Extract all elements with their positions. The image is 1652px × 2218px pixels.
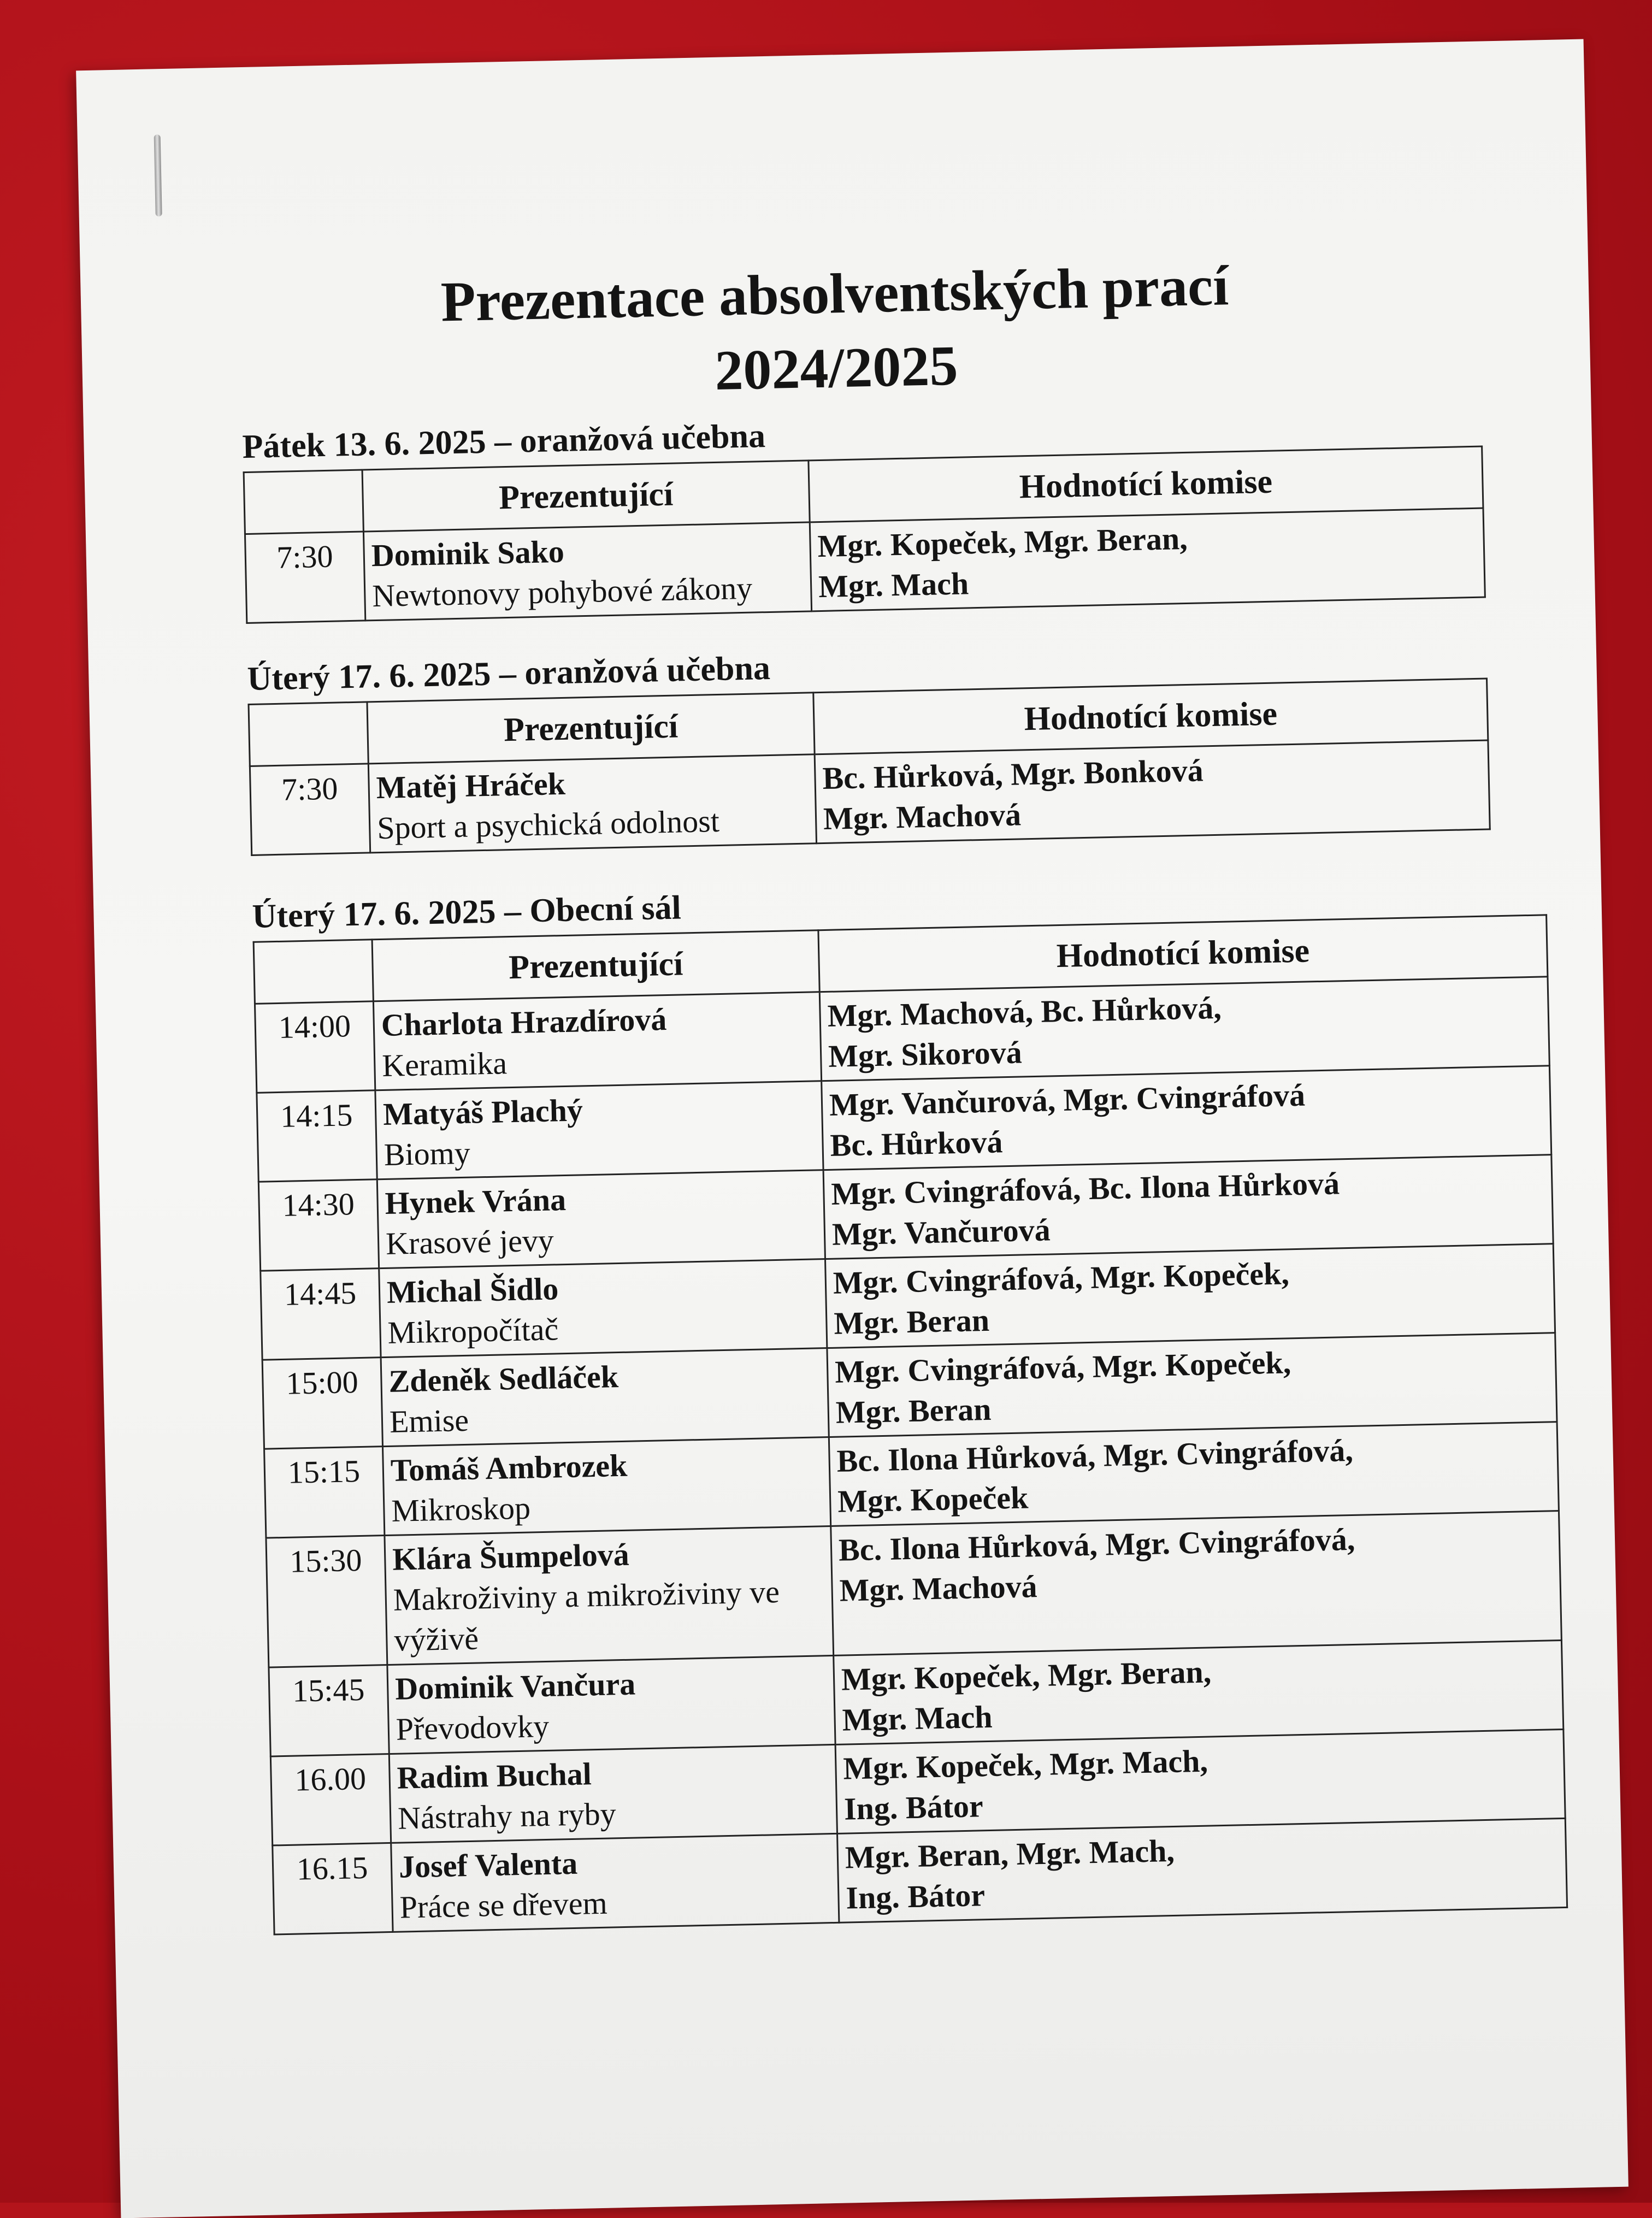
committee-cell: Bc. Ilona Hůrková, Mgr. Cvingráfová, Mgr. Machová (831, 1511, 1562, 1656)
presenter-name: Hynek Vrána (384, 1182, 567, 1221)
presenter-name: Zdeněk Sedláček (388, 1359, 619, 1399)
presentation-topic: Sport a psychická odolnost (376, 803, 720, 846)
presenter-cell (389, 1744, 837, 1843)
committee-cell: Mgr. Cvingráfová, Mgr. Kopeček, Mgr. Beran (827, 1333, 1557, 1437)
presenter-cell (363, 522, 811, 621)
section-heading-3: Úterý 17. 6. 2025 – Obecní sál (251, 889, 682, 935)
schedule-table-2 (247, 677, 1490, 856)
header-committee: Hodnotící komise (818, 915, 1548, 992)
presenter-name: Klára Šumpelová (392, 1536, 630, 1577)
presentation-topic: Emise (389, 1402, 469, 1440)
committee-cell: Mgr. Kopeček, Mgr. Beran, Mgr. Mach (834, 1641, 1564, 1745)
presentation-topic: Biomy (384, 1135, 471, 1172)
presenter-cell (377, 1170, 825, 1269)
presenter-name: Dominik Sako (371, 533, 565, 574)
title-line-2: 2024/2025 (714, 334, 959, 402)
presenter-cell (385, 1526, 834, 1665)
time-cell: 14:45 (261, 1269, 381, 1360)
presentation-topic: Mikroskop (391, 1490, 531, 1529)
committee-cell: Bc. Hůrková, Mgr. Bonková Mgr. Machová (815, 740, 1490, 843)
header-time (253, 940, 373, 1004)
presenter-name: Matyáš Plachý (382, 1092, 583, 1132)
presenter-name: Michal Šidlo (386, 1271, 559, 1310)
committee-cell: Mgr. Vančurová, Mgr. Cvingráfová Bc. Hůrková (822, 1066, 1551, 1170)
header-committee: Hodnotící komise (813, 679, 1488, 754)
committee-cell: Mgr. Kopeček, Mgr. Beran, Mgr. Mach (810, 508, 1485, 611)
presentation-topic: Práce se dřevem (399, 1885, 608, 1925)
committee-cell: Mgr. Beran, Mgr. Mach, Ing. Bátor (837, 1818, 1567, 1922)
presenter-name: Tomáš Ambrozek (390, 1447, 628, 1488)
staple (154, 134, 162, 216)
paper-sheet (76, 39, 1629, 2218)
time-cell: 16.00 (270, 1754, 391, 1846)
committee-cell: Mgr. Cvingráfová, Bc. Ilona Hůrková Mgr. Vančurová (823, 1155, 1553, 1259)
time-cell: 15:30 (266, 1536, 387, 1667)
presenter-cell (379, 1259, 827, 1358)
presentation-topic: Nástrahy na ryby (397, 1796, 617, 1836)
presenter-cell (368, 754, 816, 853)
presenter-cell (381, 1348, 829, 1447)
presentation-topic: Mikropočítač (387, 1311, 559, 1350)
schedule-table-1 (243, 446, 1486, 624)
document-title (80, 241, 1591, 421)
presenter-name: Charlota Hrazdírová (381, 1001, 667, 1043)
time-cell: 14:00 (255, 1001, 375, 1093)
presenter-cell (382, 1437, 830, 1536)
time-cell: 15:45 (269, 1665, 389, 1757)
presenter-name: Matěj Hráček (376, 765, 566, 806)
presenter-name: Dominik Vančura (394, 1666, 636, 1707)
presenter-cell (387, 1655, 835, 1754)
presenter-cell (375, 1081, 823, 1179)
committee-cell: Mgr. Machová, Bc. Hůrková, Mgr. Sikorová (819, 977, 1549, 1081)
committee-cell: Mgr. Cvingráfová, Mgr. Kopeček, Mgr. Beran (825, 1244, 1555, 1348)
schedule-table-3 (253, 914, 1568, 1935)
committee-cell: Mgr. Kopeček, Mgr. Mach, Ing. Bátor (835, 1729, 1565, 1833)
presenter-cell (373, 992, 821, 1090)
time-cell: 7:30 (250, 764, 370, 856)
header-presenter: Prezentující (367, 693, 815, 764)
time-cell: 15:15 (264, 1447, 385, 1538)
header-time (244, 470, 363, 534)
header-time (249, 702, 368, 766)
presentation-topic: Makroživiny a mikroživiny ve výživě (393, 1573, 780, 1658)
time-cell: 14:15 (257, 1090, 377, 1182)
presenter-cell (391, 1833, 839, 1932)
presentation-topic: Keramika (381, 1045, 508, 1083)
time-cell: 14:30 (258, 1179, 379, 1271)
time-cell: 15:00 (262, 1358, 382, 1449)
header-presenter: Prezentující (362, 461, 810, 532)
time-cell: 16.15 (273, 1843, 393, 1934)
presentation-topic: Převodovky (396, 1708, 550, 1747)
committee-cell: Bc. Ilona Hůrková, Mgr. Cvingráfová, Mgr. Kopeček (829, 1422, 1559, 1526)
header-committee: Hodnotící komise (809, 446, 1483, 522)
time-cell: 7:30 (245, 532, 365, 623)
section-heading-2: Úterý 17. 6. 2025 – oranžová učebna (246, 649, 771, 698)
presentation-topic: Newtonovy pohybové zákony (371, 570, 753, 614)
header-presenter: Prezentující (372, 930, 819, 1001)
section-heading-1: Pátek 13. 6. 2025 – oranžová učebna (241, 417, 766, 466)
presenter-name: Radim Buchal (397, 1756, 592, 1796)
title-line-1: Prezentace absolventských prací (440, 254, 1230, 334)
presenter-name: Josef Valenta (398, 1845, 578, 1885)
presentation-topic: Krasové jevy (385, 1222, 554, 1261)
